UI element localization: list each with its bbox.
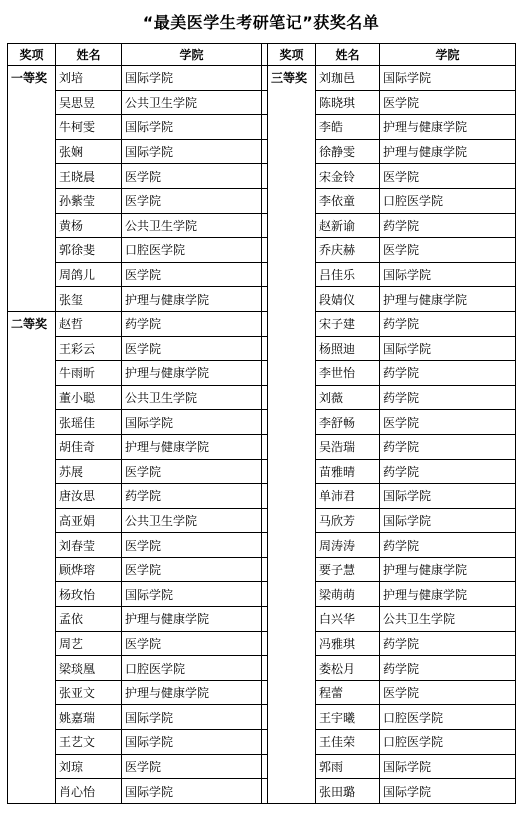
column-separator [262,385,268,410]
winner-college: 医学院 [380,90,516,115]
winner-college: 国际学院 [122,139,262,164]
winner-college: 国际学院 [380,262,516,287]
column-separator [262,139,268,164]
winner-name: 梁琰凰 [56,656,122,681]
column-separator [262,459,268,484]
winner-name: 娄松月 [316,656,380,681]
winner-name: 李舒畅 [316,410,380,435]
winner-name: 周艺 [56,631,122,656]
winner-college: 护理与健康学院 [380,557,516,582]
winner-college: 护理与健康学院 [380,582,516,607]
winner-college: 药学院 [380,631,516,656]
winner-name: 郭徐斐 [56,238,122,263]
column-separator [262,607,268,632]
winner-college: 药学院 [380,213,516,238]
winner-name: 宋子建 [316,311,380,336]
winner-name: 张娴 [56,139,122,164]
table-row [8,66,516,91]
winner-name: 牛雨昕 [56,361,122,386]
award-table [7,43,516,804]
winner-college: 医学院 [122,262,262,287]
winner-college: 口腔医学院 [122,656,262,681]
winner-college: 国际学院 [122,705,262,730]
column-separator [262,311,268,336]
winner-college: 护理与健康学院 [122,680,262,705]
winner-college: 国际学院 [122,582,262,607]
award-third-prize: 三等奖 [268,66,316,804]
winner-college: 口腔医学院 [380,730,516,755]
winner-name: 郭雨 [316,754,380,779]
table-row [8,115,516,140]
winner-name: 杨玫怡 [56,582,122,607]
winner-name: 孙紫莹 [56,188,122,213]
winner-name: 刘珈邑 [316,66,380,91]
winner-name: 胡佳奇 [56,434,122,459]
column-separator [262,533,268,558]
winner-college: 医学院 [122,459,262,484]
winner-name: 徐静雯 [316,139,380,164]
header-name-left: 姓名 [56,44,122,66]
column-separator [262,115,268,140]
winner-college: 医学院 [122,188,262,213]
winner-name: 董小聪 [56,385,122,410]
winner-name: 高亚娟 [56,508,122,533]
winner-name: 杨照迪 [316,336,380,361]
table-row [8,361,516,386]
table-row [8,287,516,312]
winner-college: 护理与健康学院 [122,607,262,632]
winner-name: 刘薇 [316,385,380,410]
column-separator [262,508,268,533]
winner-name: 吴浩瑞 [316,434,380,459]
table-row [8,336,516,361]
winner-name: 刘琼 [56,754,122,779]
column-separator [262,90,268,115]
winner-college: 护理与健康学院 [380,139,516,164]
winner-college: 国际学院 [122,779,262,804]
winner-name: 张玺 [56,287,122,312]
column-separator [262,582,268,607]
winner-college: 国际学院 [122,410,262,435]
winner-name: 王艺文 [56,730,122,755]
winner-name: 刘春莹 [56,533,122,558]
winner-college: 医学院 [122,336,262,361]
winner-name: 宋金铃 [316,164,380,189]
column-separator [262,188,268,213]
winner-college: 药学院 [122,311,262,336]
winner-college: 国际学院 [380,779,516,804]
column-separator [262,262,268,287]
winner-college: 护理与健康学院 [122,287,262,312]
table-row [8,164,516,189]
table-row [8,213,516,238]
winner-name: 张亚文 [56,680,122,705]
table-row [8,730,516,755]
table-row [8,434,516,459]
table-row [8,705,516,730]
winner-name: 吕佳乐 [316,262,380,287]
column-separator [262,730,268,755]
column-separator [262,680,268,705]
winner-name: 张田璐 [316,779,380,804]
winner-college: 国际学院 [122,66,262,91]
table-row [8,607,516,632]
table-row [8,238,516,263]
winner-name: 陈晓琪 [316,90,380,115]
column-separator [262,410,268,435]
table-body [8,66,516,804]
winner-name: 唐汝思 [56,484,122,509]
winner-name: 吴思昱 [56,90,122,115]
winner-name: 刘培 [56,66,122,91]
winner-name: 肖心怡 [56,779,122,804]
winner-college: 口腔医学院 [380,705,516,730]
winner-name: 周鸽儿 [56,262,122,287]
winner-college: 药学院 [380,434,516,459]
winner-college: 公共卫生学院 [122,508,262,533]
winner-name: 黄杨 [56,213,122,238]
winner-college: 医学院 [122,164,262,189]
winner-name: 苏展 [56,459,122,484]
winner-name: 赵新谕 [316,213,380,238]
winner-college: 医学院 [380,164,516,189]
award-second-prize: 二等奖 [8,311,56,803]
winner-college: 国际学院 [380,336,516,361]
winner-name: 张瑶佳 [56,410,122,435]
winner-name: 李依童 [316,188,380,213]
award-first-prize: 一等奖 [8,66,56,312]
column-separator [262,213,268,238]
winner-college: 医学院 [380,238,516,263]
header-award-left: 奖项 [8,44,56,66]
winner-name: 顾烨瑢 [56,557,122,582]
winner-name: 牛柯雯 [56,115,122,140]
winner-name: 要子慧 [316,557,380,582]
column-separator [262,656,268,681]
table-row [8,139,516,164]
table-row [8,188,516,213]
winner-name: 苗雅晴 [316,459,380,484]
winner-college: 药学院 [380,311,516,336]
winner-college: 药学院 [380,656,516,681]
winner-name: 冯雅琪 [316,631,380,656]
table-row [8,754,516,779]
winner-college: 公共卫生学院 [380,607,516,632]
winner-college: 医学院 [380,680,516,705]
header-college-right: 学院 [380,44,516,66]
winner-name: 段婧仪 [316,287,380,312]
column-separator [262,779,268,804]
winner-college: 国际学院 [380,508,516,533]
column-separator [262,238,268,263]
winner-college: 护理与健康学院 [380,287,516,312]
winner-college: 口腔医学院 [122,238,262,263]
winner-college: 公共卫生学院 [122,385,262,410]
winner-college: 药学院 [380,385,516,410]
table-row [8,459,516,484]
winner-name: 周涛涛 [316,533,380,558]
column-separator [262,434,268,459]
column-separator [262,164,268,189]
column-separator [262,336,268,361]
column-separator [262,484,268,509]
page-title: “最美医学生考研笔记”获奖名单 [142,13,380,32]
winner-name: 白兴华 [316,607,380,632]
table-row [8,508,516,533]
column-separator [262,557,268,582]
column-separator [262,287,268,312]
table-row [8,484,516,509]
winner-college: 护理与健康学院 [380,115,516,140]
winner-college: 医学院 [380,410,516,435]
table-row [8,656,516,681]
winner-name: 王彩云 [56,336,122,361]
winner-college: 药学院 [380,533,516,558]
winner-name: 单沛君 [316,484,380,509]
winner-college: 国际学院 [380,66,516,91]
winner-name: 李皓 [316,115,380,140]
column-separator [262,705,268,730]
winner-college: 护理与健康学院 [122,434,262,459]
winner-name: 王宇曦 [316,705,380,730]
table-row [8,90,516,115]
winner-college: 医学院 [122,631,262,656]
winner-name: 姚嘉瑞 [56,705,122,730]
winner-college: 国际学院 [380,754,516,779]
column-separator [262,631,268,656]
table-row [8,779,516,804]
winner-college: 药学院 [380,361,516,386]
winner-college: 国际学院 [122,730,262,755]
winner-name: 李世怡 [316,361,380,386]
winner-name: 马欣芳 [316,508,380,533]
winner-name: 梁萌萌 [316,582,380,607]
table-row [8,410,516,435]
winner-college: 医学院 [122,557,262,582]
winner-name: 孟依 [56,607,122,632]
table-row [8,533,516,558]
header-award-right: 奖项 [268,44,316,66]
table-row [8,557,516,582]
winner-college: 口腔医学院 [380,188,516,213]
table-row [8,680,516,705]
table-row [8,262,516,287]
winner-college: 国际学院 [380,484,516,509]
winner-college: 护理与健康学院 [122,361,262,386]
table-row [8,582,516,607]
winner-college: 医学院 [122,533,262,558]
winner-college: 国际学院 [122,115,262,140]
header-row [8,44,516,66]
header-college-left: 学院 [122,44,262,66]
winner-college: 药学院 [380,459,516,484]
winner-college: 公共卫生学院 [122,90,262,115]
table-row [8,385,516,410]
header-name-right: 姓名 [316,44,380,66]
column-separator [262,361,268,386]
winner-name: 王佳荣 [316,730,380,755]
table-row [8,311,516,336]
winner-college: 医学院 [122,754,262,779]
winner-name: 赵哲 [56,311,122,336]
winner-name: 乔庆赫 [316,238,380,263]
table-row [8,631,516,656]
column-separator [262,754,268,779]
winner-college: 公共卫生学院 [122,213,262,238]
winner-name: 程蕾 [316,680,380,705]
winner-college: 药学院 [122,484,262,509]
winner-name: 王晓晨 [56,164,122,189]
